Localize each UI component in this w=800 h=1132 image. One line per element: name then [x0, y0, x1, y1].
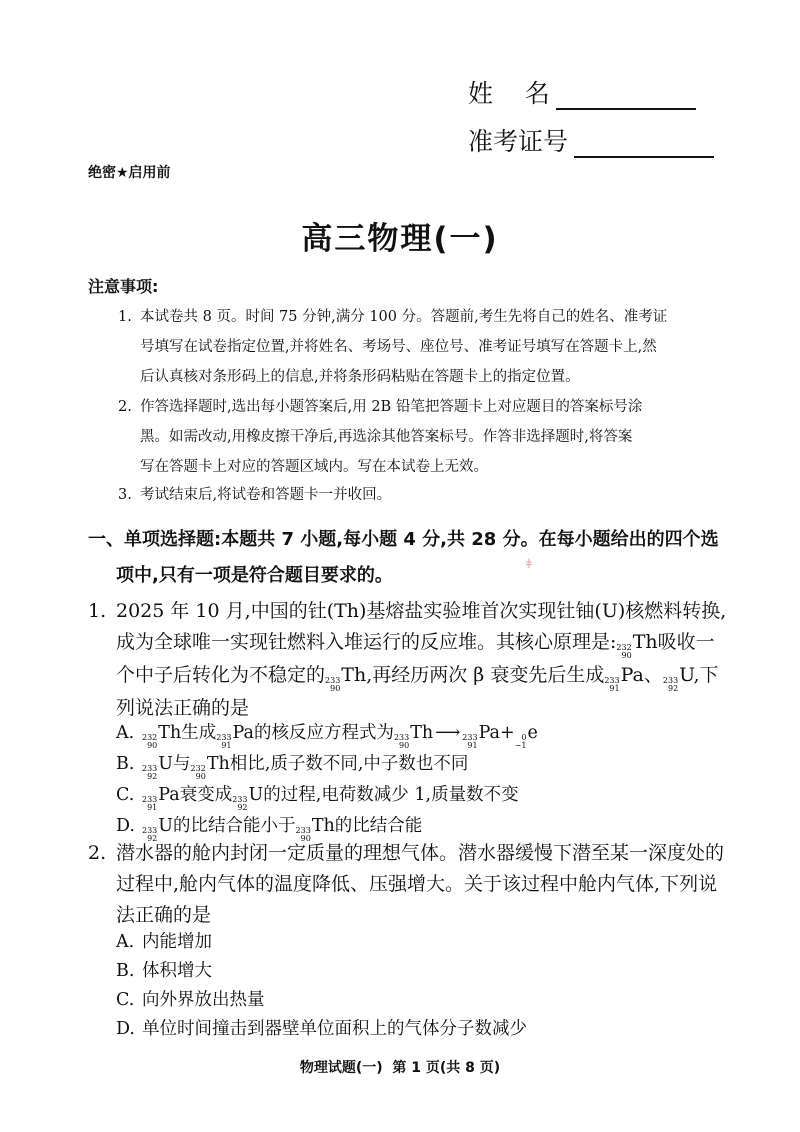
notice-line: 后认真核对条形码上的信息,并将条形码粘贴在答题卡上的指定位置。: [140, 369, 580, 385]
option-a: A. 232 90 Th生成 233 91 Pa的核反应方程式为 233 90 Th ⟶ 233 91 Pa+ 0 −1 e: [116, 719, 726, 750]
question-1: [88, 596, 728, 724]
option-text: 单位时间撞击到器壁单位面积上的气体分子数减少: [142, 1019, 527, 1039]
option-c: C. 233 91 Pa衰变成 233 92 U的过程,电荷数减少 1,质量数不变: [116, 781, 726, 812]
question-text: 过程中,舱内气体的温度降低、压强增大。关于该过程中舱内气体,下列说: [116, 873, 718, 895]
section-heading-line: 项中,只有一项是符合题目要求的。: [116, 565, 393, 586]
question-text: 列说法正确的是: [116, 697, 250, 719]
option-label: B.: [116, 754, 135, 774]
nuclide-symbol: Th: [341, 664, 367, 686]
option-label: C.: [116, 990, 135, 1010]
exam-id-blank[interactable]: [574, 130, 714, 158]
option-label: A.: [116, 932, 135, 952]
separator: 、: [643, 664, 663, 686]
question-2: [88, 838, 728, 931]
notice-line: 号填写在试卷指定位置,并将姓名、考场号、座位号、准考证号填写在答题卡上,然: [140, 339, 657, 355]
notice-item-3: [118, 480, 718, 510]
question-1-options: [116, 719, 726, 843]
name-field: [468, 74, 696, 110]
notice-line: 考试结束后,将试卷和答题卡一并收回。: [140, 487, 392, 503]
question-number: 2.: [88, 842, 107, 864]
nuclide-pa233: 233 91: [604, 676, 620, 693]
question-text: ,再经历两次 β 衰变先后生成: [366, 664, 605, 686]
notice-item-number: 2.: [118, 399, 132, 415]
notice-line: 黑。如需改动,用橡皮擦干净后,再选涂其他答案标号。作答非选择题时,将答案: [140, 429, 633, 445]
option-d: D. 233 92 U的比结合能小于 233 90 Th的比结合能: [116, 812, 726, 843]
question-number: 1.: [88, 600, 107, 622]
nuclide-u233: 233 92: [662, 676, 679, 693]
reaction-arrow: ⟶: [435, 723, 461, 743]
exam-id-field: [468, 122, 714, 158]
notice-heading: 注意事项:: [88, 277, 159, 296]
option-text: 体积增大: [142, 961, 212, 981]
option-b: B. 233 92 U与 232 90 Th相比,质子数不同,中子数也不同: [116, 750, 726, 781]
question-text: 2025 年 10 月,中国的钍(Th)基熔盐实验堆首次实现钍铀(U)核燃料转换,: [116, 600, 727, 622]
option-label: B.: [116, 961, 135, 981]
notice-line: 写在答题卡上对应的答题区域内。写在本试卷上无效。: [140, 459, 488, 475]
question-text: 法正确的是: [116, 904, 212, 926]
nuclide-th232: 232 90: [616, 643, 632, 660]
page-footer: 物理试题(一) 第 1 页(共 8 页): [299, 1060, 501, 1076]
option-label: D.: [116, 816, 135, 836]
question-text: 成为全球唯一实现钍燃料入堆运行的反应堆。其核心原理是:: [116, 631, 617, 653]
confidential-label: 绝密★启用前: [88, 165, 171, 181]
option-text: 内能增加: [142, 932, 212, 952]
notice-item-1: [118, 302, 718, 392]
option-d: [116, 1015, 726, 1044]
nuclide-symbol: U: [679, 664, 694, 686]
notice-line: 本试卷共 8 页。时间 75 分钟,满分 100 分。答题前,考生先将自己的姓名、准考证: [140, 309, 668, 325]
notice-line: 作答选择题时,选出每小题答案后,用 2B 铅笔把答题卡上对应题目的答案标号涂: [140, 399, 643, 415]
question-2-options: [116, 928, 726, 1044]
notice-item-2: [118, 392, 718, 482]
option-text: 向外界放出热量: [142, 990, 265, 1010]
section-heading: [88, 522, 728, 594]
option-label: D.: [116, 1019, 135, 1039]
exam-title: 高三物理(一): [301, 221, 499, 257]
exam-id-label: 准考证号: [468, 127, 569, 156]
notice-item-number: 3.: [118, 487, 132, 503]
option-a: [116, 928, 726, 957]
nuclide-th233: 233 90: [325, 676, 341, 693]
notice-item-number: 1.: [118, 309, 132, 325]
option-c: [116, 986, 726, 1015]
name-label: 姓 名: [468, 79, 550, 108]
question-text: ,下: [693, 664, 719, 686]
option-b: [116, 957, 726, 986]
nuclide-symbol: Th: [632, 631, 658, 653]
stray-mark: ǂ: [526, 557, 532, 572]
name-blank[interactable]: [556, 82, 696, 110]
nuclide-symbol: Pa: [620, 664, 644, 686]
section-heading-line: 一、单项选择题:本题共 7 小题,每小题 4 分,共 28 分。在每小题给出的四个选: [88, 529, 719, 550]
option-label: C.: [116, 785, 135, 805]
question-text: 吸收一: [657, 631, 715, 653]
question-text: 潜水器的舱内封闭一定质量的理想气体。潜水器缓慢下潜至某一深度处的: [116, 842, 725, 864]
option-label: A.: [116, 723, 135, 743]
question-text: 个中子后转化为不稳定的: [116, 664, 326, 686]
